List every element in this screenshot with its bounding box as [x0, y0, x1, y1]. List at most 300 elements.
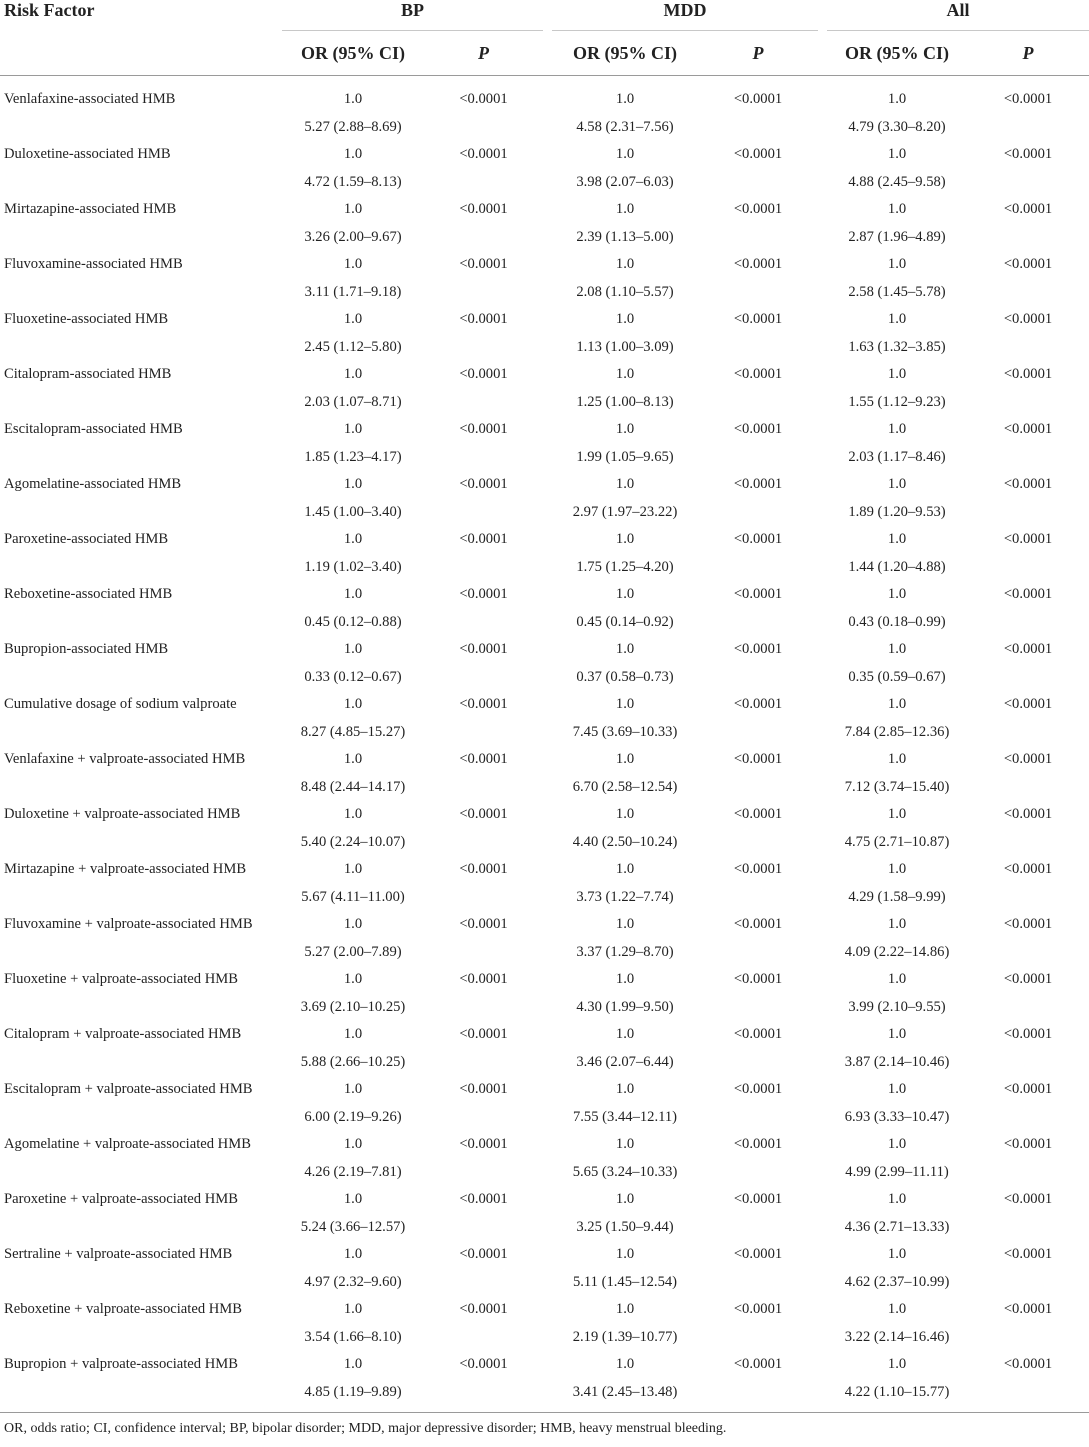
all-reference-or: 1.0: [887, 1301, 907, 1317]
all-p-value: <0.0001: [1003, 1191, 1053, 1207]
all-odds-ratio: 4.88 (2.45–9.58): [848, 173, 946, 190]
bp-p-value: <0.0001: [459, 366, 508, 382]
mdd-odds-ratio: 4.58 (2.31–7.56): [576, 118, 674, 135]
bp-p-value: <0.0001: [459, 861, 508, 877]
mdd-odds-ratio: 3.25 (1.50–9.44): [576, 1218, 674, 1235]
all-odds-ratio: 3.99 (2.10–9.55): [848, 998, 946, 1015]
all-reference-or: 1.0: [887, 421, 907, 437]
all-p-value: <0.0001: [1003, 256, 1053, 272]
table-row-estimate: [0, 444, 1089, 472]
all-odds-ratio: 2.87 (1.96–4.89): [848, 228, 946, 245]
all-reference-or: 1.0: [887, 531, 907, 547]
all-p-value: <0.0001: [1003, 1356, 1053, 1372]
all-odds-ratio: 3.22 (2.14–16.46): [844, 1328, 950, 1345]
mdd-p-value: <0.0001: [733, 1191, 783, 1207]
bp-reference-or: 1.0: [343, 1081, 363, 1097]
mdd-p-value: <0.0001: [733, 861, 783, 877]
table-row: [0, 251, 1089, 279]
all-p-value: <0.0001: [1003, 91, 1053, 107]
all-p-value: <0.0001: [1003, 806, 1053, 822]
table-row-estimate: [0, 334, 1089, 362]
bp-odds-ratio: 4.97 (2.32–9.60): [304, 1273, 402, 1290]
table-row: [0, 471, 1089, 499]
table-body: [0, 76, 1089, 1413]
mdd-reference-or: 1.0: [615, 696, 635, 712]
bp-reference-or: 1.0: [343, 366, 363, 382]
bp-p-value: <0.0001: [459, 201, 508, 217]
bp-p-value: <0.0001: [459, 91, 508, 107]
all-p-value: <0.0001: [1003, 146, 1053, 162]
all-odds-ratio: 4.29 (1.58–9.99): [848, 888, 946, 905]
bp-odds-ratio: 1.45 (1.00–3.40): [304, 503, 402, 520]
mdd-reference-or: 1.0: [615, 201, 635, 217]
all-p-value: <0.0001: [1003, 1026, 1053, 1042]
bp-p-value: <0.0001: [459, 1081, 508, 1097]
group-header-bp: BP: [282, 0, 543, 31]
all-reference-or: 1.0: [887, 1081, 907, 1097]
bp-odds-ratio: 2.03 (1.07–8.71): [304, 393, 402, 410]
table-row: [0, 1351, 1089, 1379]
bp-reference-or: 1.0: [343, 1356, 363, 1372]
all-p-value: <0.0001: [1003, 1301, 1053, 1317]
all-p-header: P: [967, 31, 1089, 76]
all-odds-ratio: 4.79 (3.30–8.20): [848, 118, 946, 135]
bp-reference-or: 1.0: [343, 256, 363, 272]
risk-factor-label: Cumulative dosage of sodium valproate: [4, 696, 237, 712]
table-row-estimate: [0, 1214, 1089, 1242]
table-row: [0, 581, 1089, 609]
table-row-estimate: [0, 1049, 1089, 1077]
all-p-value: <0.0001: [1003, 531, 1053, 547]
all-p-value: <0.0001: [1003, 861, 1053, 877]
mdd-p-value: <0.0001: [733, 1246, 783, 1262]
mdd-p-value: <0.0001: [733, 421, 783, 437]
mdd-reference-or: 1.0: [615, 1081, 635, 1097]
mdd-reference-or: 1.0: [615, 1301, 635, 1317]
mdd-p-value: <0.0001: [733, 1301, 783, 1317]
risk-factor-label: Fluoxetine-associated HMB: [4, 311, 169, 327]
all-odds-ratio: 0.35 (0.59–0.67): [848, 668, 946, 685]
mdd-reference-or: 1.0: [615, 476, 635, 492]
risk-factor-label: Citalopram + valproate-associated HMB: [4, 1026, 242, 1042]
all-reference-or: 1.0: [887, 1246, 907, 1262]
risk-factor-label: Citalopram-associated HMB: [4, 366, 172, 382]
bp-reference-or: 1.0: [343, 1191, 363, 1207]
all-reference-or: 1.0: [887, 806, 907, 822]
mdd-reference-or: 1.0: [615, 91, 635, 107]
table-row-estimate: [0, 499, 1089, 527]
table-row-estimate: [0, 719, 1089, 747]
bp-odds-ratio: 4.72 (1.59–8.13): [304, 173, 402, 190]
mdd-reference-or: 1.0: [615, 641, 635, 657]
mdd-p-value: <0.0001: [733, 91, 783, 107]
table-row: [0, 856, 1089, 884]
mdd-reference-or: 1.0: [615, 1356, 635, 1372]
table-row: [0, 1131, 1089, 1159]
table-row-estimate: [0, 279, 1089, 307]
mdd-odds-ratio: 5.11 (1.45–12.54): [572, 1273, 678, 1290]
all-reference-or: 1.0: [887, 256, 907, 272]
bp-reference-or: 1.0: [343, 971, 363, 987]
header-row-groups: [0, 0, 1089, 31]
mdd-odds-ratio: 1.25 (1.00–8.13): [576, 393, 674, 410]
risk-factor-label: Agomelatine-associated HMB: [4, 476, 182, 492]
mdd-p-value: <0.0001: [733, 1136, 783, 1152]
table-row-estimate: [0, 774, 1089, 802]
table-row: [0, 636, 1089, 664]
bp-p-value: <0.0001: [459, 586, 508, 602]
bp-p-value: <0.0001: [459, 1191, 508, 1207]
bp-reference-or: 1.0: [343, 641, 363, 657]
all-p-value: <0.0001: [1003, 916, 1053, 932]
bp-p-value: <0.0001: [459, 641, 508, 657]
mdd-odds-ratio: 1.13 (1.00–3.09): [576, 338, 674, 355]
bp-odds-ratio: 3.69 (2.10–10.25): [300, 998, 406, 1015]
mdd-p-value: <0.0001: [733, 751, 783, 767]
all-p-value: <0.0001: [1003, 366, 1053, 382]
mdd-odds-ratio: 0.45 (0.14–0.92): [576, 613, 674, 630]
risk-factor-label: Reboxetine-associated HMB: [4, 586, 173, 602]
bp-odds-ratio: 3.11 (1.71–9.18): [304, 283, 402, 300]
mdd-odds-ratio: 2.19 (1.39–10.77): [572, 1328, 678, 1345]
table-row: [0, 306, 1089, 334]
all-p-value: <0.0001: [1003, 1081, 1053, 1097]
all-odds-ratio: 7.12 (3.74–15.40): [844, 778, 950, 795]
all-reference-or: 1.0: [887, 201, 907, 217]
table-row-estimate: [0, 389, 1089, 417]
table-row-estimate: [0, 1159, 1089, 1187]
all-reference-or: 1.0: [887, 1026, 907, 1042]
all-odds-ratio: 1.89 (1.20–9.53): [848, 503, 946, 520]
risk-factor-label: Venlafaxine-associated HMB: [4, 91, 176, 107]
risk-factor-label: Mirtazapine-associated HMB: [4, 201, 177, 217]
all-reference-or: 1.0: [887, 751, 907, 767]
mdd-p-value: <0.0001: [733, 1026, 783, 1042]
table-row-estimate: [0, 1104, 1089, 1132]
bp-reference-or: 1.0: [343, 476, 363, 492]
bp-odds-ratio: 0.33 (0.12–0.67): [304, 668, 402, 685]
risk-factor-label: Agomelatine + valproate-associated HMB: [4, 1136, 251, 1152]
bp-odds-ratio: 8.27 (4.85–15.27): [300, 723, 406, 740]
mdd-p-value: <0.0001: [733, 971, 783, 987]
table-row: [0, 196, 1089, 224]
bp-p-value: <0.0001: [459, 1246, 508, 1262]
table-row: [0, 966, 1089, 994]
bp-p-value: <0.0001: [459, 1026, 508, 1042]
all-reference-or: 1.0: [887, 311, 907, 327]
bp-p-value: <0.0001: [459, 476, 508, 492]
table-row: [0, 361, 1089, 389]
table-row-estimate: [0, 1324, 1089, 1352]
bp-reference-or: 1.0: [343, 751, 363, 767]
mdd-reference-or: 1.0: [615, 806, 635, 822]
bp-p-value: <0.0001: [459, 1301, 508, 1317]
all-odds-ratio: 3.87 (2.14–10.46): [844, 1053, 950, 1070]
bp-reference-or: 1.0: [343, 201, 363, 217]
all-p-value: <0.0001: [1003, 971, 1053, 987]
bp-p-value: <0.0001: [459, 1356, 508, 1372]
table-row-estimate: [0, 114, 1089, 142]
table-row-estimate: [0, 1269, 1089, 1297]
risk-factor-label: Paroxetine + valproate-associated HMB: [4, 1191, 238, 1207]
bp-reference-or: 1.0: [343, 861, 363, 877]
all-p-value: <0.0001: [1003, 641, 1053, 657]
risk-factor-label: Mirtazapine + valproate-associated HMB: [4, 861, 247, 877]
all-reference-or: 1.0: [887, 366, 907, 382]
table-row: [0, 1296, 1089, 1324]
all-reference-or: 1.0: [887, 146, 907, 162]
bp-reference-or: 1.0: [343, 1301, 363, 1317]
mdd-reference-or: 1.0: [615, 861, 635, 877]
mdd-reference-or: 1.0: [615, 1246, 635, 1262]
bp-odds-ratio: 5.88 (2.66–10.25): [300, 1053, 406, 1070]
risk-factor-label: Venlafaxine + valproate-associated HMB: [4, 751, 246, 767]
table-row-estimate: [0, 994, 1089, 1022]
all-odds-ratio: 0.43 (0.18–0.99): [848, 613, 946, 630]
mdd-reference-or: 1.0: [615, 366, 635, 382]
bp-reference-or: 1.0: [343, 146, 363, 162]
bp-reference-or: 1.0: [343, 916, 363, 932]
bp-p-value: <0.0001: [459, 916, 508, 932]
all-reference-or: 1.0: [887, 1356, 907, 1372]
all-odds-ratio: 4.36 (2.71–13.33): [844, 1218, 950, 1235]
table-row-estimate: [0, 1379, 1089, 1407]
mdd-odds-ratio: 1.99 (1.05–9.65): [576, 448, 674, 465]
risk-factor-label: Paroxetine-associated HMB: [4, 531, 169, 547]
table-row: [0, 746, 1089, 774]
group-header-all: All: [827, 0, 1089, 31]
all-reference-or: 1.0: [887, 861, 907, 877]
mdd-p-value: <0.0001: [733, 1081, 783, 1097]
table-row: [0, 691, 1089, 719]
all-or-header: OR (95% CI): [827, 31, 967, 76]
bp-odds-ratio: 1.85 (1.23–4.17): [304, 448, 402, 465]
mdd-p-value: <0.0001: [733, 366, 783, 382]
mdd-odds-ratio: 4.40 (2.50–10.24): [572, 833, 678, 850]
bp-odds-ratio: 5.24 (3.66–12.57): [300, 1218, 406, 1235]
mdd-p-value: <0.0001: [733, 696, 783, 712]
bp-p-value: <0.0001: [459, 806, 508, 822]
all-p-value: <0.0001: [1003, 696, 1053, 712]
table-row: [0, 416, 1089, 444]
header-row-columns: [0, 31, 1089, 76]
all-odds-ratio: 6.93 (3.33–10.47): [844, 1108, 950, 1125]
mdd-odds-ratio: 7.55 (3.44–12.11): [572, 1108, 678, 1125]
table-row-estimate: [0, 829, 1089, 857]
footnote-row: [0, 1413, 1089, 1438]
mdd-odds-ratio: 5.65 (3.24–10.33): [572, 1163, 678, 1180]
all-reference-or: 1.0: [887, 1136, 907, 1152]
mdd-reference-or: 1.0: [615, 421, 635, 437]
bp-odds-ratio: 5.40 (2.24–10.07): [300, 833, 406, 850]
bp-reference-or: 1.0: [343, 421, 363, 437]
mdd-odds-ratio: 6.70 (2.58–12.54): [572, 778, 678, 795]
mdd-reference-or: 1.0: [615, 311, 635, 327]
mdd-odds-ratio: 0.37 (0.58–0.73): [576, 668, 674, 685]
mdd-odds-ratio: 3.37 (1.29–8.70): [576, 943, 674, 960]
bp-p-value: <0.0001: [459, 971, 508, 987]
mdd-p-value: <0.0001: [733, 586, 783, 602]
table-row: [0, 1076, 1089, 1104]
table-row: [0, 1021, 1089, 1049]
bp-p-value: <0.0001: [459, 146, 508, 162]
all-p-value: <0.0001: [1003, 421, 1053, 437]
all-reference-or: 1.0: [887, 696, 907, 712]
risk-factor-label: Fluvoxamine + valproate-associated HMB: [4, 916, 253, 932]
mdd-reference-or: 1.0: [615, 751, 635, 767]
all-p-value: <0.0001: [1003, 201, 1053, 217]
all-p-value: <0.0001: [1003, 1136, 1053, 1152]
all-p-value: <0.0001: [1003, 311, 1053, 327]
mdd-p-value: <0.0001: [733, 916, 783, 932]
mdd-p-value: <0.0001: [733, 641, 783, 657]
mdd-p-value: <0.0001: [733, 256, 783, 272]
bp-p-value: <0.0001: [459, 256, 508, 272]
mdd-reference-or: 1.0: [615, 1136, 635, 1152]
bp-odds-ratio: 5.27 (2.00–7.89): [304, 943, 402, 960]
bp-p-header: P: [424, 31, 543, 76]
bp-p-value: <0.0001: [459, 531, 508, 547]
mdd-reference-or: 1.0: [615, 256, 635, 272]
risk-factor-label: Reboxetine + valproate-associated HMB: [4, 1301, 243, 1317]
all-reference-or: 1.0: [887, 971, 907, 987]
mdd-odds-ratio: 2.39 (1.13–5.00): [576, 228, 674, 245]
mdd-reference-or: 1.0: [615, 971, 635, 987]
all-reference-or: 1.0: [887, 586, 907, 602]
mdd-p-header: P: [698, 31, 818, 76]
risk-factor-label: Duloxetine-associated HMB: [4, 146, 171, 162]
bp-reference-or: 1.0: [343, 696, 363, 712]
all-odds-ratio: 4.09 (2.22–14.86): [844, 943, 950, 960]
bp-reference-or: 1.0: [343, 91, 363, 107]
table-row: [0, 86, 1089, 114]
mdd-odds-ratio: 3.98 (2.07–6.03): [576, 173, 674, 190]
table-row-estimate: [0, 169, 1089, 197]
bp-odds-ratio: 1.19 (1.02–3.40): [304, 558, 402, 575]
mdd-reference-or: 1.0: [615, 1191, 635, 1207]
mdd-p-value: <0.0001: [733, 311, 783, 327]
bp-p-value: <0.0001: [459, 696, 508, 712]
mdd-reference-or: 1.0: [615, 586, 635, 602]
footnote: OR, odds ratio; CI, confidence interval; BP, bipolar disorder; MDD, major depressive disorder; HMB, heavy menstrual bleeding.: [0, 1413, 1089, 1438]
bp-reference-or: 1.0: [343, 806, 363, 822]
mdd-reference-or: 1.0: [615, 146, 635, 162]
table-row: [0, 141, 1089, 169]
mdd-p-value: <0.0001: [733, 201, 783, 217]
bp-p-value: <0.0001: [459, 1136, 508, 1152]
all-p-value: <0.0001: [1003, 751, 1053, 767]
bp-p-value: <0.0001: [459, 421, 508, 437]
mdd-odds-ratio: 3.41 (2.45–13.48): [572, 1383, 678, 1400]
mdd-odds-ratio: 7.45 (3.69–10.33): [572, 723, 678, 740]
bp-odds-ratio: 2.45 (1.12–5.80): [304, 338, 402, 355]
all-reference-or: 1.0: [887, 1191, 907, 1207]
bp-odds-ratio: 5.27 (2.88–8.69): [304, 118, 402, 135]
bp-p-value: <0.0001: [459, 311, 508, 327]
bp-odds-ratio: 0.45 (0.12–0.88): [304, 613, 402, 630]
mdd-odds-ratio: 4.30 (1.99–9.50): [576, 998, 674, 1015]
mdd-p-value: <0.0001: [733, 1356, 783, 1372]
all-odds-ratio: 2.03 (1.17–8.46): [848, 448, 946, 465]
all-odds-ratio: 7.84 (2.85–12.36): [844, 723, 950, 740]
bp-odds-ratio: 8.48 (2.44–14.17): [300, 778, 406, 795]
bp-odds-ratio: 6.00 (2.19–9.26): [304, 1108, 402, 1125]
risk-factor-label: Escitalopram-associated HMB: [4, 421, 183, 437]
bp-reference-or: 1.0: [343, 1136, 363, 1152]
bp-reference-or: 1.0: [343, 311, 363, 327]
all-odds-ratio: 1.63 (1.32–3.85): [848, 338, 946, 355]
all-p-value: <0.0001: [1003, 586, 1053, 602]
bp-reference-or: 1.0: [343, 531, 363, 547]
all-reference-or: 1.0: [887, 916, 907, 932]
all-reference-or: 1.0: [887, 476, 907, 492]
mdd-p-value: <0.0001: [733, 476, 783, 492]
bp-odds-ratio: 3.54 (1.66–8.10): [304, 1328, 402, 1345]
all-reference-or: 1.0: [887, 641, 907, 657]
all-odds-ratio: 4.99 (2.99–11.11): [845, 1163, 949, 1180]
mdd-p-value: <0.0001: [733, 806, 783, 822]
all-odds-ratio: 4.75 (2.71–10.87): [844, 833, 950, 850]
bp-odds-ratio: 4.85 (1.19–9.89): [304, 1383, 402, 1400]
table-row: [0, 911, 1089, 939]
all-odds-ratio: 4.62 (2.37–10.99): [844, 1273, 950, 1290]
table-row: [0, 526, 1089, 554]
table-row-estimate: [0, 664, 1089, 692]
risk-factor-label: Sertraline + valproate-associated HMB: [4, 1246, 233, 1262]
risk-factor-label: Duloxetine + valproate-associated HMB: [4, 806, 241, 822]
mdd-p-value: <0.0001: [733, 531, 783, 547]
risk-factor-header: Risk Factor: [4, 0, 95, 20]
bp-p-value: <0.0001: [459, 751, 508, 767]
mdd-odds-ratio: 1.75 (1.25–4.20): [576, 558, 674, 575]
table-row-estimate: [0, 609, 1089, 637]
table-row: [0, 1241, 1089, 1269]
all-odds-ratio: 1.55 (1.12–9.23): [848, 393, 946, 410]
table-row-estimate: [0, 224, 1089, 252]
all-p-value: <0.0001: [1003, 1246, 1053, 1262]
risk-factor-label: Bupropion-associated HMB: [4, 641, 169, 657]
table-row-estimate: [0, 884, 1089, 912]
all-p-value: <0.0001: [1003, 476, 1053, 492]
bp-or-header: OR (95% CI): [282, 31, 424, 76]
bp-odds-ratio: 3.26 (2.00–9.67): [304, 228, 402, 245]
risk-factor-label: Fluoxetine + valproate-associated HMB: [4, 971, 238, 987]
mdd-reference-or: 1.0: [615, 916, 635, 932]
mdd-reference-or: 1.0: [615, 531, 635, 547]
mdd-odds-ratio: 2.97 (1.97–23.22): [572, 503, 678, 520]
mdd-or-header: OR (95% CI): [552, 31, 698, 76]
mdd-odds-ratio: 3.73 (1.22–7.74): [576, 888, 674, 905]
risk-factor-label: Escitalopram + valproate-associated HMB: [4, 1081, 253, 1097]
all-odds-ratio: 2.58 (1.45–5.78): [848, 283, 946, 300]
bp-reference-or: 1.0: [343, 1246, 363, 1262]
risk-factor-label: Fluvoxamine-associated HMB: [4, 256, 183, 272]
table-row-estimate: [0, 939, 1089, 967]
all-odds-ratio: 1.44 (1.20–4.88): [848, 558, 946, 575]
all-reference-or: 1.0: [887, 91, 907, 107]
risk-factor-label: Bupropion + valproate-associated HMB: [4, 1356, 238, 1372]
bp-reference-or: 1.0: [343, 1026, 363, 1042]
bp-reference-or: 1.0: [343, 586, 363, 602]
table-row-estimate: [0, 554, 1089, 582]
table-row: [0, 801, 1089, 829]
table-row: [0, 1186, 1089, 1214]
mdd-p-value: <0.0001: [733, 146, 783, 162]
bp-odds-ratio: 5.67 (4.11–11.00): [301, 888, 405, 905]
mdd-odds-ratio: 3.46 (2.07–6.44): [576, 1053, 674, 1070]
mdd-reference-or: 1.0: [615, 1026, 635, 1042]
mdd-odds-ratio: 2.08 (1.10–5.57): [576, 283, 674, 300]
